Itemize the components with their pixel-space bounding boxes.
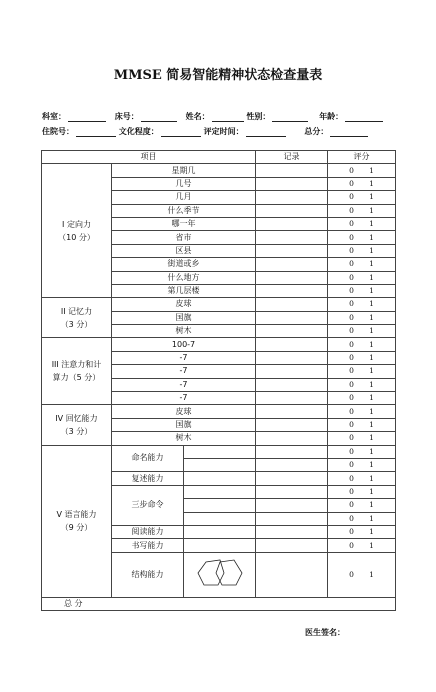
score-one[interactable]: 1 <box>369 406 374 416</box>
record-cell[interactable] <box>256 271 328 284</box>
admission-field[interactable] <box>76 128 116 137</box>
sub-item-blank[interactable] <box>184 458 256 471</box>
sub-item-three_step: 三步命令 <box>112 485 184 525</box>
score-cell[interactable] <box>328 244 396 257</box>
record-cell[interactable] <box>256 472 328 485</box>
score-one[interactable]: 1 <box>369 353 374 363</box>
score-one[interactable]: 1 <box>369 569 374 579</box>
score-one[interactable]: 1 <box>369 178 374 188</box>
score-cell[interactable] <box>328 539 396 552</box>
record-cell[interactable] <box>256 552 328 597</box>
item-orientation: 星期几 <box>112 164 256 177</box>
score-cell[interactable] <box>328 499 396 512</box>
category-name: III 注意力和计 <box>51 360 102 370</box>
education-field[interactable] <box>161 128 201 137</box>
category-orientation <box>42 164 112 298</box>
score-zero[interactable]: 0 <box>349 178 354 188</box>
record-cell[interactable] <box>256 458 328 471</box>
score-zero[interactable]: 0 <box>349 353 354 363</box>
header-score: 评分 <box>328 151 396 164</box>
record-cell[interactable] <box>256 445 328 458</box>
category-name: V 语言能力 <box>56 510 97 520</box>
score-one[interactable]: 1 <box>369 446 374 456</box>
score-zero[interactable]: 0 <box>349 366 354 376</box>
score-zero[interactable]: 0 <box>349 272 354 282</box>
score-zero[interactable]: 0 <box>349 205 354 215</box>
score-one[interactable]: 1 <box>369 165 374 175</box>
bed-field[interactable] <box>141 113 177 122</box>
sub-item-blank[interactable] <box>184 445 256 458</box>
score-zero[interactable]: 0 <box>349 312 354 322</box>
score-zero[interactable]: 0 <box>349 433 354 443</box>
score-one[interactable]: 1 <box>369 272 374 282</box>
record-cell[interactable] <box>256 351 328 364</box>
score-cell[interactable] <box>328 365 396 378</box>
category-points: （3 分） <box>60 319 93 329</box>
page-title: MMSE 简易智能精神状态检查量表 <box>113 68 323 83</box>
score-one[interactable]: 1 <box>369 513 374 523</box>
item-attention: -7 <box>112 351 256 364</box>
table-row <box>42 405 396 418</box>
pentagon-figure-icon <box>194 556 246 590</box>
score-zero[interactable]: 0 <box>349 245 354 255</box>
record-cell[interactable] <box>256 525 328 538</box>
score-one[interactable]: 1 <box>369 219 374 229</box>
score-zero[interactable]: 0 <box>349 379 354 389</box>
score-zero[interactable]: 0 <box>349 473 354 483</box>
score-cell[interactable] <box>328 231 396 244</box>
sub-item-blank[interactable] <box>184 539 256 552</box>
score-cell[interactable] <box>328 432 396 445</box>
score-one[interactable]: 1 <box>369 366 374 376</box>
item-orientation: 第几层楼 <box>112 284 256 297</box>
item-orientation: 几月 <box>112 191 256 204</box>
category-recall <box>42 405 112 445</box>
record-cell[interactable] <box>256 485 328 498</box>
score-zero[interactable]: 0 <box>349 299 354 309</box>
item-registration: 国旗 <box>112 311 256 324</box>
score-cell[interactable] <box>328 271 396 284</box>
record-cell[interactable] <box>256 244 328 257</box>
score-one[interactable]: 1 <box>369 339 374 349</box>
score-cell[interactable] <box>328 325 396 338</box>
name-field[interactable] <box>212 113 244 122</box>
figure-cell <box>184 552 256 597</box>
item-orientation: 几号 <box>112 177 256 190</box>
score-one[interactable]: 1 <box>369 486 374 496</box>
total-row <box>42 597 396 610</box>
record-cell[interactable] <box>256 365 328 378</box>
record-cell[interactable] <box>256 177 328 190</box>
score-one[interactable]: 1 <box>369 192 374 202</box>
score-cell[interactable] <box>328 351 396 364</box>
score-zero[interactable]: 0 <box>349 339 354 349</box>
item-attention: -7 <box>112 392 256 405</box>
score-zero[interactable]: 0 <box>349 569 354 579</box>
score-one[interactable]: 1 <box>369 286 374 296</box>
category-attention <box>42 338 112 405</box>
item-registration: 树木 <box>112 325 256 338</box>
bed-label: 床号： <box>114 112 139 121</box>
score-zero[interactable]: 0 <box>349 500 354 510</box>
header-item: 项目 <box>42 151 256 164</box>
record-cell[interactable] <box>256 298 328 311</box>
record-cell[interactable] <box>256 392 328 405</box>
sub-item-reading: 阅读能力 <box>112 525 184 538</box>
score-zero[interactable]: 0 <box>349 540 354 550</box>
score-zero[interactable]: 0 <box>349 286 354 296</box>
sub-item-blank[interactable] <box>184 472 256 485</box>
eval-time-field[interactable] <box>246 128 286 137</box>
total-field[interactable] <box>330 128 368 137</box>
record-cell[interactable] <box>256 405 328 418</box>
record-cell[interactable] <box>256 284 328 297</box>
score-zero[interactable]: 0 <box>349 446 354 456</box>
score-one[interactable]: 1 <box>369 312 374 322</box>
score-one[interactable]: 1 <box>369 299 374 309</box>
name-label: 姓名： <box>185 112 210 121</box>
score-one[interactable]: 1 <box>369 500 374 510</box>
score-zero[interactable]: 0 <box>349 406 354 416</box>
item-attention: 100-7 <box>112 338 256 351</box>
category-name: I 定向力 <box>62 219 91 229</box>
score-cell[interactable] <box>328 418 396 431</box>
score-cell[interactable] <box>328 552 396 597</box>
score-cell[interactable] <box>328 164 396 177</box>
score-cell[interactable] <box>328 458 396 471</box>
score-cell[interactable] <box>328 485 396 498</box>
table-row <box>42 164 396 177</box>
score-cell[interactable] <box>328 338 396 351</box>
score-one[interactable]: 1 <box>369 245 374 255</box>
gender-label: 性别： <box>246 112 271 121</box>
item-orientation: 街道或乡 <box>112 258 256 271</box>
score-zero[interactable]: 0 <box>349 165 354 175</box>
sub-item-blank[interactable] <box>184 525 256 538</box>
sub-item-repetition: 复述能力 <box>112 472 184 485</box>
sub-item-writing: 书写能力 <box>112 539 184 552</box>
score-cell[interactable] <box>328 284 396 297</box>
record-cell[interactable] <box>256 258 328 271</box>
department-label: 科室： <box>42 112 66 121</box>
mmse-table <box>41 150 396 611</box>
department-field[interactable] <box>68 113 106 122</box>
total-score-label: 总 分 <box>42 597 396 610</box>
score-cell[interactable] <box>328 258 396 271</box>
record-cell[interactable] <box>256 191 328 204</box>
score-zero[interactable]: 0 <box>349 259 354 269</box>
sub-item-copying: 结构能力 <box>112 552 184 597</box>
score-zero[interactable]: 0 <box>349 232 354 242</box>
category-points: 算力（5 分） <box>52 373 101 383</box>
score-one[interactable]: 1 <box>369 460 374 470</box>
record-cell[interactable] <box>256 217 328 230</box>
category-points: （10 分） <box>58 232 95 242</box>
score-cell[interactable] <box>328 445 396 458</box>
category-registration <box>42 298 112 338</box>
record-cell[interactable] <box>256 338 328 351</box>
sub-item-blank[interactable] <box>184 485 256 498</box>
category-name: II 记忆力 <box>60 306 93 316</box>
item-recall: 树木 <box>112 432 256 445</box>
table-row <box>42 338 396 351</box>
item-orientation: 什么季节 <box>112 204 256 217</box>
info-row-2 <box>42 126 368 137</box>
record-cell[interactable] <box>256 311 328 324</box>
score-one[interactable]: 1 <box>369 393 374 403</box>
score-zero[interactable]: 0 <box>349 219 354 229</box>
score-one[interactable]: 1 <box>369 473 374 483</box>
score-cell[interactable] <box>328 512 396 525</box>
item-orientation: 省市 <box>112 231 256 244</box>
score-zero[interactable]: 0 <box>349 527 354 537</box>
item-orientation: 哪一年 <box>112 217 256 230</box>
gender-field[interactable] <box>272 113 308 122</box>
education-label: 文化程度： <box>118 127 159 136</box>
item-attention: -7 <box>112 378 256 391</box>
score-zero[interactable]: 0 <box>349 460 354 470</box>
record-cell[interactable] <box>256 418 328 431</box>
category-language <box>42 445 112 597</box>
sub-item-blank[interactable] <box>184 512 256 525</box>
category-points: （3 分） <box>60 427 93 436</box>
table-header-row <box>42 151 396 164</box>
score-one[interactable]: 1 <box>369 540 374 550</box>
age-label: 年龄： <box>319 112 344 121</box>
item-orientation: 什么地方 <box>112 271 256 284</box>
score-cell[interactable] <box>328 298 396 311</box>
score-cell[interactable] <box>328 217 396 230</box>
table-row <box>42 298 396 311</box>
doctor-signature-label: 医生签名： <box>305 628 345 637</box>
info-row-1 <box>42 111 383 122</box>
record-cell[interactable] <box>256 325 328 338</box>
record-cell[interactable] <box>256 378 328 391</box>
item-registration: 皮球 <box>112 298 256 311</box>
score-cell[interactable] <box>328 177 396 190</box>
score-zero[interactable]: 0 <box>349 513 354 523</box>
score-cell[interactable] <box>328 204 396 217</box>
record-cell[interactable] <box>256 512 328 525</box>
score-zero[interactable]: 0 <box>349 326 354 336</box>
eval-time-label: 评定时间： <box>203 127 244 136</box>
sub-item-naming: 命名能力 <box>112 445 184 472</box>
admission-label: 住院号： <box>42 127 74 136</box>
score-cell[interactable] <box>328 472 396 485</box>
record-cell[interactable] <box>256 231 328 244</box>
total-label: 总分： <box>304 127 329 136</box>
score-cell[interactable] <box>328 311 396 324</box>
score-zero[interactable]: 0 <box>349 420 354 429</box>
age-field[interactable] <box>345 113 383 122</box>
sub-item-blank[interactable] <box>184 499 256 512</box>
category-points: （9 分） <box>60 523 93 533</box>
category-name: IV 回忆能力 <box>55 414 98 423</box>
header-record: 记录 <box>256 151 328 164</box>
record-cell[interactable] <box>256 432 328 445</box>
score-one[interactable]: 1 <box>369 433 374 443</box>
score-zero[interactable]: 0 <box>349 393 354 403</box>
item-recall: 皮球 <box>112 405 256 418</box>
score-one[interactable]: 1 <box>369 379 374 389</box>
item-attention: -7 <box>112 365 256 378</box>
item-orientation: 区县 <box>112 244 256 257</box>
score-one[interactable]: 1 <box>369 259 374 269</box>
score-one[interactable]: 1 <box>369 527 374 537</box>
record-cell[interactable] <box>256 539 328 552</box>
item-recall: 国旗 <box>112 418 256 431</box>
score-cell[interactable] <box>328 392 396 405</box>
score-zero[interactable]: 0 <box>349 486 354 496</box>
score-one[interactable]: 1 <box>369 232 374 242</box>
record-cell[interactable] <box>256 164 328 177</box>
record-cell[interactable] <box>256 499 328 512</box>
score-one[interactable]: 1 <box>369 205 374 215</box>
score-one[interactable]: 1 <box>369 326 374 336</box>
score-cell[interactable] <box>328 191 396 204</box>
table-row <box>42 445 396 458</box>
record-cell[interactable] <box>256 204 328 217</box>
score-one[interactable]: 1 <box>369 420 374 429</box>
score-cell[interactable] <box>328 378 396 391</box>
score-cell[interactable] <box>328 525 396 538</box>
score-zero[interactable]: 0 <box>349 192 354 202</box>
score-cell[interactable] <box>328 405 396 418</box>
